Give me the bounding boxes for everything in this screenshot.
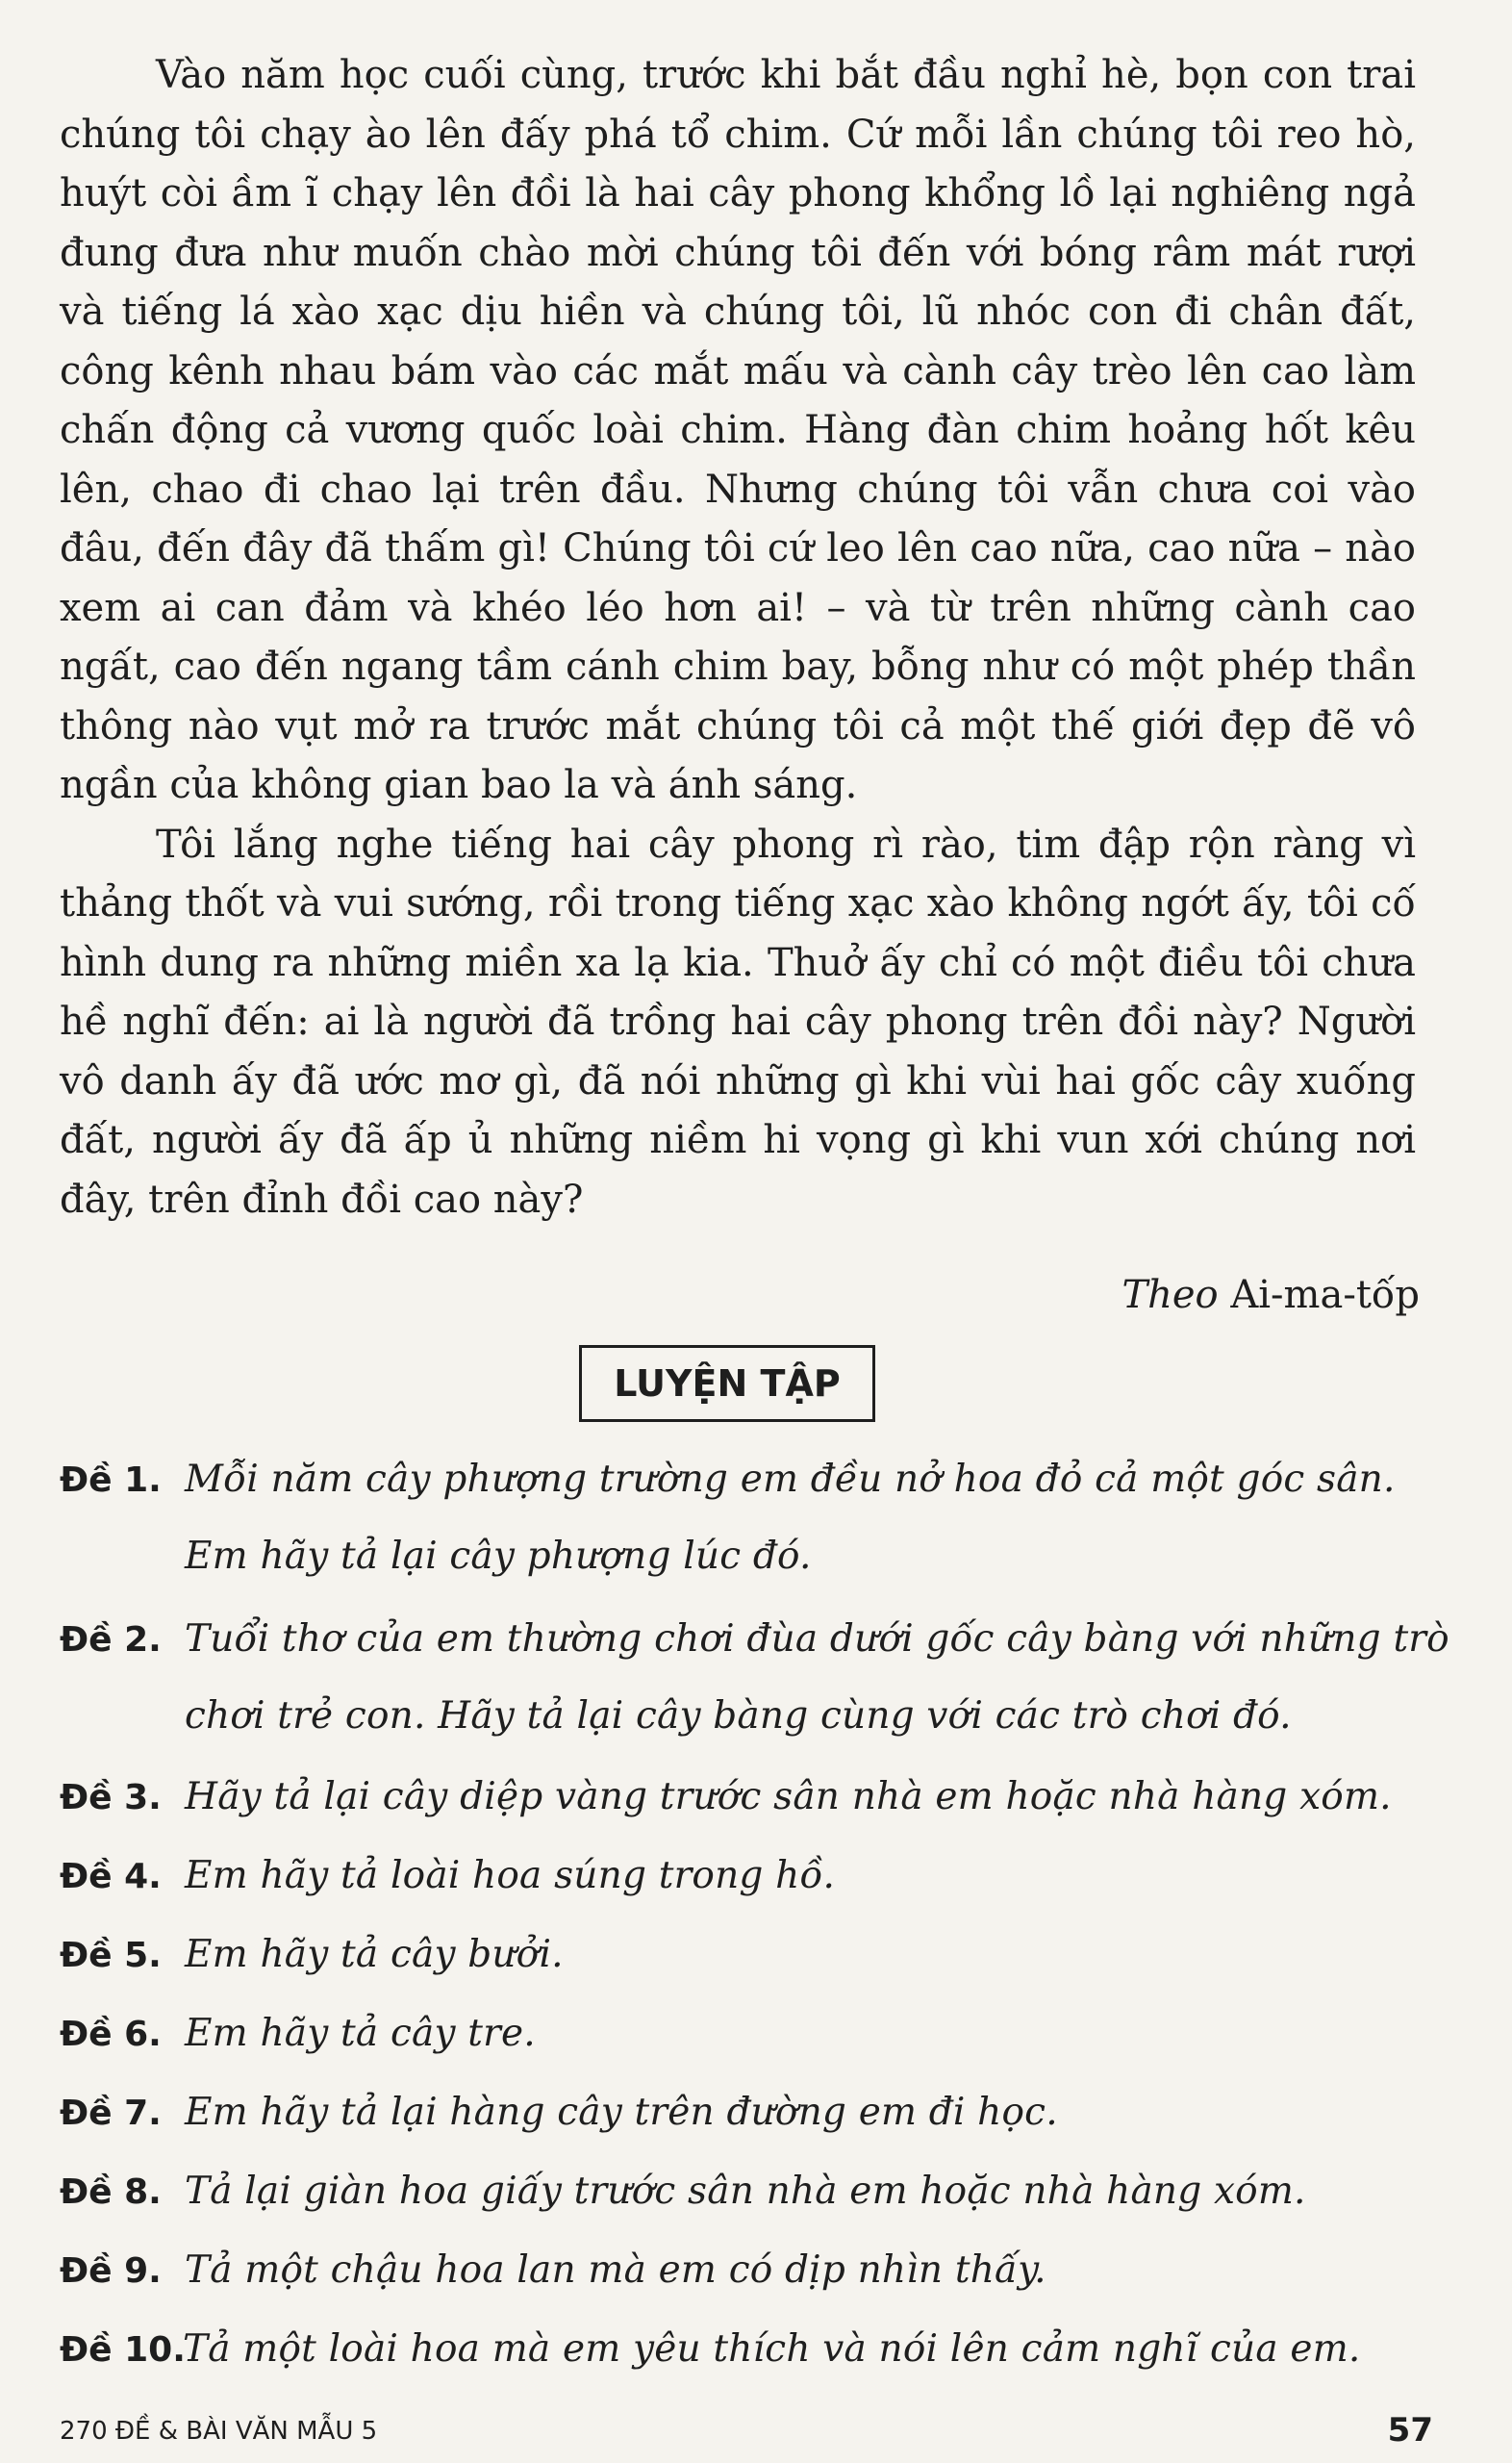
- exercise-label: Đề 5.: [60, 1936, 162, 1975]
- footer-book-title: 270 ĐỀ & BÀI VĂN MẪU 5: [60, 2417, 378, 2446]
- section-title: LUYỆN TẬP: [614, 1362, 841, 1405]
- attribution-author: Ai-ma-tốp: [1230, 1273, 1420, 1317]
- exercise-1: [60, 1441, 1454, 1595]
- exercise-label: Đề 3.: [60, 1778, 162, 1817]
- section-title-box: [579, 1345, 875, 1422]
- exercise-text: Em hãy tả cây tre.: [185, 2012, 536, 2055]
- exercise-text: Em hãy tả loài hoa súng trong hồ.: [185, 1854, 836, 1897]
- exercise-4: [60, 1838, 1454, 1915]
- exercise-3: [60, 1759, 1454, 1836]
- passage-paragraph-2: Tôi lắng nghe tiếng hai cây phong rì rào, tim đập rộn ràng vì thảng thốt và vui sướng, rồi trong tiếng xạc xào không ngớt ấy, tôi cố hình dung ra những miền xa lạ kia. Thuở ấy chỉ có một điều tôi chưa hề nghĩ đến: ai là người đã trồng hai cây phong trên đồi này? Người vô danh ấy đã ước mơ gì, đã nói những gì khi vùi hai gốc cây xuống đất, người ấy đã ấp ủ những niềm hi vọng gì khi vun xới chúng nơi đây, trên đỉnh đồi cao này?: [60, 822, 1416, 1222]
- exercise-2: [60, 1601, 1454, 1755]
- exercise-text: Tuổi thơ của em thường chơi đùa dưới gốc cây bàng với những trò chơi trẻ con. Hãy tả lại cây bàng cùng với các trò chơi đó.: [185, 1617, 1449, 1738]
- exercise-text: Hãy tả lại cây diệp vàng trước sân nhà em hoặc nhà hàng xóm.: [185, 1775, 1392, 1818]
- exercise-8: [60, 2153, 1454, 2230]
- exercise-text: Em hãy tả lại hàng cây trên đường em đi học.: [185, 2091, 1058, 2134]
- passage: [60, 46, 1416, 1230]
- exercise-5: [60, 1917, 1454, 1993]
- exercise-label: Đề 4.: [60, 1857, 162, 1896]
- exercise-label: Đề 1.: [60, 1460, 162, 1500]
- attribution-prefix: Theo: [1121, 1273, 1219, 1317]
- exercise-label: Đề 10.: [60, 2330, 186, 2370]
- passage-paragraph-1: Vào năm học cuối cùng, trước khi bắt đầu nghỉ hè, bọn con trai chúng tôi chạy ào lên đấy phá tổ chim. Cứ mỗi lần chúng tôi reo hò, huýt còi ầm ĩ chạy lên đồi là hai cây phong khổng lồ lại nghiêng ngả đung đưa như muốn chào mời chúng tôi đến với bóng râm mát rượi và tiếng lá xào xạc dịu hiền và chúng tôi, lũ nhóc con đi chân đất, công kênh nhau bám vào các mắt mấu và cành cây trèo lên cao làm chấn động cả vương quốc loài chim. Hàng đàn chim hoảng hốt kêu lên, chao đi chao lại trên đầu. Nhưng chúng tôi vẫn chưa coi vào đâu, đến đây đã thấm gì! Chúng tôi cứ leo lên cao nữa, cao nữa – nào xem ai can đảm và khéo léo hơn ai! – và từ trên những cành cao ngất, cao đến ngang tầm cánh chim bay, bỗng như có một phép thần thông nào vụt mở ra trước mắt chúng tôi cả một thế giới đẹp đẽ vô ngần của không gian bao la và ánh sáng.: [60, 53, 1416, 807]
- exercise-10: [60, 2311, 1454, 2388]
- exercise-label: Đề 8.: [60, 2172, 162, 2212]
- exercise-6: [60, 1995, 1454, 2072]
- page-number: 57: [1387, 2411, 1433, 2450]
- exercise-9: [60, 2232, 1454, 2309]
- exercise-7: [60, 2074, 1454, 2151]
- exercise-label: Đề 2.: [60, 1620, 162, 1660]
- exercise-text: Em hãy tả cây bưởi.: [185, 1933, 564, 1976]
- exercise-label: Đề 7.: [60, 2094, 162, 2133]
- exercise-text: Mỗi năm cây phượng trường em đều nở hoa đỏ cả một góc sân. Em hãy tả lại cây phượng lúc đó.: [185, 1458, 1396, 1578]
- exercise-text: Tả lại giàn hoa giấy trước sân nhà em hoặc nhà hàng xóm.: [185, 2170, 1306, 2213]
- attribution: [1121, 1266, 1420, 1324]
- exercise-label: Đề 6.: [60, 2015, 162, 2054]
- exercise-text: Tả một chậu hoa lan mà em có dịp nhìn thấy.: [185, 2248, 1046, 2292]
- exercise-label: Đề 9.: [60, 2251, 162, 2291]
- exercise-text: Tả một loài hoa mà em yêu thích và nói lên cảm nghĩ của em.: [183, 2327, 1361, 2371]
